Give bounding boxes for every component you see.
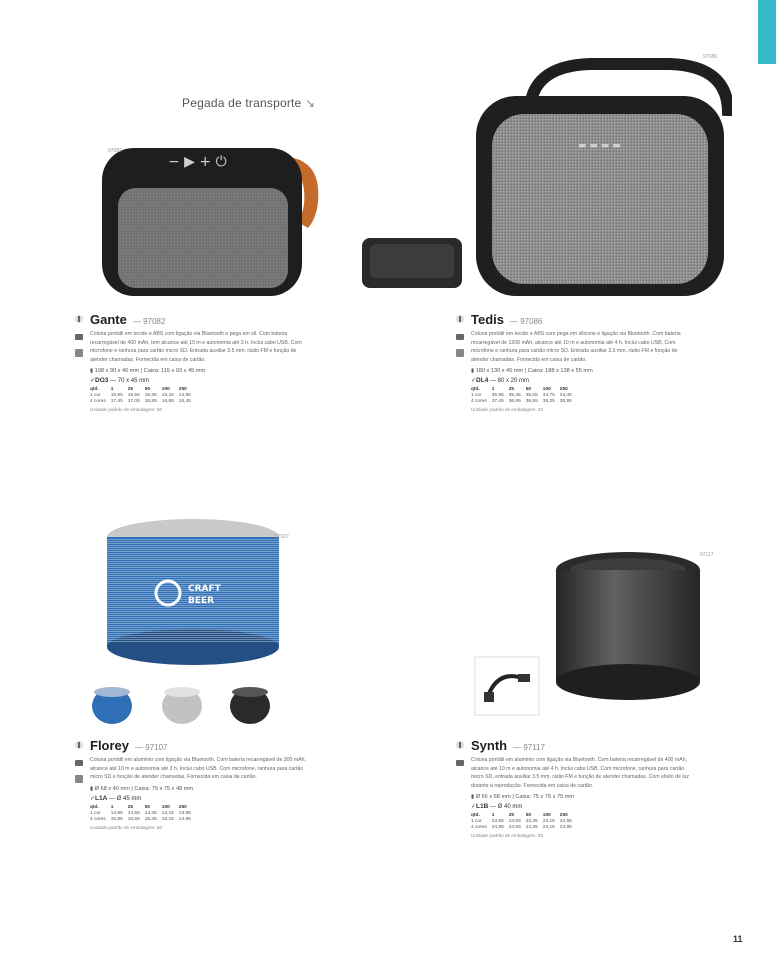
- gante-speaker-image: [90, 130, 330, 310]
- product-synth-name: Synth: [471, 738, 508, 753]
- florey-speaker-image: [98, 515, 288, 675]
- table-row: 1 cor 14,95 14,55 14,35 14,15 13,95: [90, 810, 191, 816]
- product-tedis-description: Coluna portátil em tecido e ABS com pega em silicone e ligação via Bluetooth. Com bateria recarregável de 1200 mAh, alcance até 10 m e autonomia até 4 h. Inclui cabo USB. Com microfone e ranhura para cartão micro SD. Entrada auxiliar 3.5 mm, rádio FM e função de atender chamadas. Fornecida em caixa de cartão.: [471, 331, 681, 363]
- product-tedis-ref: — 97086: [510, 317, 543, 326]
- table-row: 4 cores 24,95 24,55 24,35 24,15 23,95: [471, 825, 572, 831]
- product-synth-pin-icon: [455, 740, 465, 750]
- product-florey-description: Coluna portátil em alumínio com ligação via Bluetooth. Com bateria recarregável de 300 mAh, alcance até 10 m e autonomia até 3 h. Inclui cabo USB. Com microfone, ranhura para cartão micro SD e função de atender chamadas. Fornecida em caixa de cartão.: [90, 757, 306, 781]
- product-florey-pin-icon: [74, 740, 84, 750]
- product-florey-packaging: Unidade padrão de embalagem: 50: [90, 824, 163, 830]
- product-synth-ref: — 97117: [513, 743, 545, 752]
- table-row: 1 cor 23,95 23,55 23,35 23,15 22,95: [471, 819, 572, 825]
- bluetooth-icon: [455, 348, 465, 358]
- table-row: 4 cores 17,45 17,05 16,85 16,65 16,45: [90, 399, 191, 405]
- product-tedis-pin-icon: [455, 314, 465, 324]
- product-florey-ref: — 97107: [135, 743, 168, 752]
- product-gante-dimensions: ▮ 108 x 90 x 40 mm | Caixa: 115 x 93 x 45 mm: [90, 368, 206, 375]
- bluetooth-icon: [74, 774, 84, 784]
- product-synth-price-table: qtd. 1 25 50 100 250 1 cor 23,95 23,55 23,35 23,15 22,95 4 cores 24,95 24,55 24,35 24,15 23,95: [471, 813, 577, 831]
- product-synth-description: Coluna portátil em alumínio com ligação via Bluetooth. Com bateria recarregável de 400 mAh, alcance até 10 m e autonomia até 4 h. Inclui cabo USB. Com microfone, ranhura para cartão micro SD, entrada auxiliar 3.5 mm, rádio FM e função de atender chamadas. Com efeito de luz durante a reprodução. Fornecida em caixa de cartão.: [471, 757, 689, 789]
- product-synth-dimensions: ▮ Ø 66 x 68 mm | Caixa: 75 x 75 x 75 mm: [471, 794, 575, 801]
- product-florey-print: ✓L1A — Ø 45 mm: [90, 794, 142, 802]
- florey-color-variants: [90, 682, 280, 728]
- tedis-speaker-image: [470, 56, 732, 300]
- speaker-icon: [74, 332, 84, 342]
- table-row: 4 cores 15,95 15,55 15,35 15,15 14,95: [90, 816, 191, 822]
- product-florey: [74, 738, 374, 830]
- product-tedis: [455, 312, 755, 412]
- product-gante-pin-icon: [74, 314, 84, 324]
- speaker-icon: [455, 758, 465, 768]
- product-tedis-dimensions: ▮ 180 x 130 x 45 mm | Caixa: 188 x 138 x 55 mm: [471, 368, 593, 375]
- section-tab: [758, 0, 776, 64]
- product-synth: [455, 738, 755, 838]
- tedis-code-label: 97086: [703, 54, 717, 60]
- product-gante-ref: — 97082: [132, 317, 166, 326]
- page-number: 11: [733, 934, 743, 944]
- product-gante-price-table: qtd. 1 25 50 100 250 1 cor 15,95 15,55 15,35 15,15 14,95 4 cores 17,45 17,05 16,85 16,65 16,45: [90, 387, 196, 405]
- product-florey-dimensions: ▮ Ø 68 x 40 mm | Caixa: 75 x 75 x 48 mm: [90, 785, 194, 792]
- product-tedis-print: ✓DL4 — 80 x 20 mm: [471, 377, 529, 385]
- product-tedis-packaging: Unidade padrão de embalagem: 20: [471, 407, 544, 413]
- table-row: 1 cor 35,95 35,45 35,05 34,75 34,45: [471, 393, 572, 399]
- product-gante-description: Coluna portátil em tecido e ABS com ligação via Bluetooth e pega em sil. Com bateria recarregável de 400 mAh, tem alcance até 10 m e autonomia até 3 h. Inclui cabo USB. Com microfone e ranhura para cartão micro SD. Entrada auxiliar 3.5 mm, rádio FM e função de atender chamadas. Fornecida em caixa de cartão.: [90, 331, 302, 363]
- product-tedis-price-table: qtd. 1 25 50 100 250 1 cor 35,95 35,45 35,05 34,75 34,45 4 cores 37,45 36,95 36,55 36,25 35,95: [471, 387, 577, 405]
- product-gante-packaging: Unidade padrão de embalagem: 50: [90, 407, 163, 413]
- gante-code-label: 97082: [108, 148, 122, 154]
- product-florey-name: Florey: [90, 738, 130, 753]
- florey-code-label: 97107: [275, 534, 289, 540]
- product-tedis-name: Tedis: [471, 312, 504, 327]
- table-row: 4 cores 37,45 36,95 36,55 36,25 35,95: [471, 399, 572, 405]
- speaker-icon: [74, 758, 84, 768]
- product-synth-packaging: Unidade padrão de embalagem: 50: [471, 833, 544, 839]
- svg-text:CRAFT: CRAFT: [188, 584, 221, 594]
- strap-note: Pegada de transporte ↘: [182, 96, 316, 110]
- svg-text:▬ ▬ ▬ ▬: ▬ ▬ ▬ ▬: [578, 141, 621, 151]
- speaker-icon: [455, 332, 465, 342]
- product-synth-print: ✓L1B — Ø 40 mm: [471, 803, 523, 811]
- product-florey-price-table: qtd. 1 25 50 100 250 1 cor 14,95 14,55 14,35 14,15 13,95 4 cores 15,95 15,55 15,35 15,15 14,95: [90, 805, 196, 823]
- product-gante-name: Gante: [90, 312, 127, 327]
- product-gante-print: ✓DO3 — 70 x 45 mm: [90, 377, 150, 385]
- svg-text:− ▶ + ⏻: − ▶ + ⏻: [168, 154, 227, 170]
- bluetooth-icon: [74, 348, 84, 358]
- usb-cable-image: [474, 656, 540, 716]
- product-gante: [74, 312, 374, 412]
- synth-code-label: 97117: [700, 552, 714, 558]
- packaging-box-image: [358, 232, 468, 294]
- synth-speaker-image: [548, 548, 708, 708]
- svg-text:BEER: BEER: [188, 596, 215, 606]
- table-row: 1 cor 15,95 15,55 15,35 15,15 14,95: [90, 393, 191, 399]
